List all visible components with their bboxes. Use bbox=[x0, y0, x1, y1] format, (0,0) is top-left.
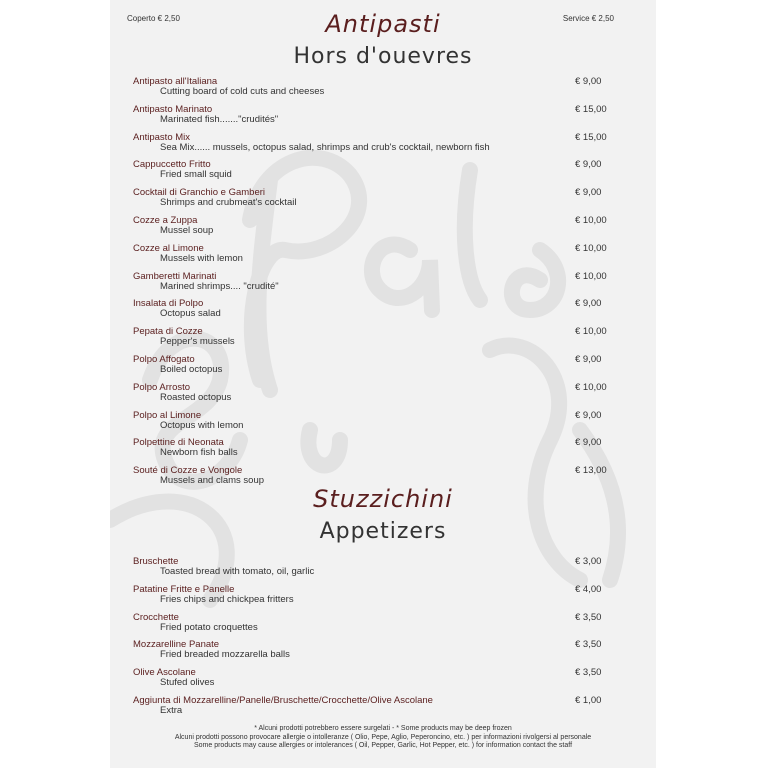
menu-item-price: € 1,00 bbox=[575, 695, 602, 706]
menu-item-name: Cappuccetto Fritto bbox=[133, 159, 211, 171]
menu-item-name: Insalata di Polpo bbox=[133, 298, 204, 310]
menu-item-description: Marined shrimps.... "crudité" bbox=[160, 280, 279, 292]
menu-item-description: Roasted octopus bbox=[160, 391, 232, 403]
menu-item-price: € 9,00 bbox=[575, 354, 602, 365]
menu-item-price: € 3,50 bbox=[575, 611, 602, 623]
menu-item-description: Fried breaded mozzarella balls bbox=[160, 649, 290, 661]
menu-item-name: Mozzarelline Panate bbox=[133, 639, 220, 651]
menu-item bbox=[133, 612, 613, 638]
menu-item-description: Cutting board of cold cuts and cheeses bbox=[160, 86, 325, 97]
menu-item-price: € 4,00 bbox=[575, 583, 602, 595]
menu-item-name: Gamberetti Marinati bbox=[133, 270, 217, 282]
menu-item-price: € 9,00 bbox=[575, 187, 602, 199]
footer-notes bbox=[110, 725, 656, 751]
menu-item-description: Pepper's mussels bbox=[160, 336, 235, 348]
menu-item-name: Cozze a Zuppa bbox=[133, 215, 198, 226]
section-title-stuzzichini: Stuzzichini bbox=[313, 485, 453, 513]
footer-line-allergies-en: Some products may cause allergies or intolerances ( Oil, Pepper, Garlic, Hot Pepper, etc. ) for information contact the staff bbox=[193, 742, 573, 749]
menu-item-description: Stufed olives bbox=[160, 677, 215, 689]
menu-item-price: € 9,00 bbox=[575, 409, 602, 421]
section-subtitle-appetizers: Appetizers bbox=[319, 519, 447, 544]
menu-item-price: € 10,00 bbox=[575, 270, 607, 282]
menu-item-name: Antipasto Marinato bbox=[133, 103, 213, 115]
menu-item-name: Polpettine di Neonata bbox=[133, 437, 224, 449]
menu-item bbox=[133, 215, 613, 241]
menu-item-price: € 9,00 bbox=[575, 159, 602, 171]
menu-item-name: Cocktail di Granchio e Gamberi bbox=[133, 187, 265, 199]
menu-item-name: Antipasto all'Italiana bbox=[133, 76, 218, 87]
menu-item-price: € 9,00 bbox=[575, 298, 602, 310]
menu-item-description: Mussels with lemon bbox=[160, 252, 243, 264]
menu-item bbox=[133, 639, 613, 665]
menu-item-price: € 3,50 bbox=[575, 667, 602, 679]
menu-item bbox=[133, 159, 613, 185]
menu-item bbox=[133, 326, 613, 352]
menu-item bbox=[133, 556, 613, 582]
menu-item-description: Fries chips and chickpea fritters bbox=[160, 593, 294, 605]
service-charge: Service € 2,50 bbox=[562, 14, 614, 23]
menu-item-name: Antipasto Mix bbox=[133, 131, 191, 143]
menu-item bbox=[133, 298, 613, 324]
menu-item-price: € 10,00 bbox=[575, 242, 607, 254]
footer-line-allergies-it: Alcuni prodotti possono provocare allergie o intolleranze ( Olio, Pepe, Aglio, Peperoncino, etc. ) per informazioni rivolgersi al personale bbox=[174, 733, 592, 741]
menu-item-description: Boiled octopus bbox=[160, 364, 223, 375]
menu-item bbox=[133, 410, 613, 436]
menu-item-description: Newborn fish balls bbox=[160, 447, 238, 459]
menu-item-description: Extra bbox=[160, 705, 183, 716]
menu-item-name: Polpo Arrosto bbox=[133, 381, 191, 393]
section-title-antipasti: Antipasti bbox=[325, 10, 441, 38]
menu-item-description: Fried potato croquettes bbox=[160, 621, 258, 633]
menu-item bbox=[133, 667, 613, 693]
menu-item-name: Crocchette bbox=[133, 611, 179, 623]
menu-item-name: Cozze al Limone bbox=[133, 242, 204, 254]
menu-item-name: Polpo al Limone bbox=[133, 409, 202, 421]
menu-item-name: Patatine Fritte e Panelle bbox=[133, 583, 235, 595]
menu-item-price: € 13,00 bbox=[575, 465, 607, 477]
menu-item-description: Sea Mix...... mussels, octopus salad, shrimps and crub's cocktail, newborn fish bbox=[160, 141, 490, 153]
menu-item bbox=[133, 132, 613, 158]
menu-item-price: € 10,00 bbox=[575, 215, 607, 226]
menu-item-description: Octopus with lemon bbox=[160, 419, 244, 431]
menu-item-name: Souté di Cozze e Vongole bbox=[133, 465, 243, 477]
menu-item bbox=[133, 271, 613, 297]
menu-item-price: € 15,00 bbox=[575, 131, 607, 143]
menu-item-description: Mussels and clams soup bbox=[160, 475, 265, 487]
menu-item-price: € 15,00 bbox=[575, 103, 607, 115]
menu-item bbox=[133, 354, 613, 380]
menu-sheet bbox=[110, 0, 656, 768]
menu-item bbox=[133, 187, 613, 213]
menu-item-name: Polpo Affogato bbox=[133, 354, 195, 365]
menu-item bbox=[133, 437, 613, 463]
menu-item-name: Aggiunta di Mozzarelline/Panelle/Bruschette/Crocchette/Olive Ascolane bbox=[133, 695, 433, 706]
footer-line-frozen: * Alcuni prodotti potrebbero essere surgelati - * Some products may be deep frozen bbox=[254, 725, 512, 732]
menu-item-description: Mussel soup bbox=[160, 225, 214, 236]
menu-item bbox=[133, 584, 613, 610]
cover-charge: Coperto € 2,50 bbox=[127, 14, 180, 23]
menu-item bbox=[133, 382, 613, 408]
menu-item-name: Pepata di Cozze bbox=[133, 326, 203, 338]
menu-item-price: € 9,00 bbox=[575, 76, 602, 87]
menu-item-description: Shrimps and crubmeat's cocktail bbox=[160, 197, 297, 209]
section-subtitle-hors-d-oeuvres: Hors d'ouevres bbox=[293, 44, 473, 69]
menu-item-name: Bruschette bbox=[133, 556, 179, 567]
menu-item-price: € 10,00 bbox=[575, 381, 607, 393]
menu-item-description: Toasted bread with tomato, oil, garlic bbox=[160, 566, 315, 577]
menu-item-name: Olive Ascolane bbox=[133, 667, 196, 679]
menu-item bbox=[133, 243, 613, 269]
menu-item bbox=[133, 76, 613, 102]
menu-item bbox=[133, 104, 613, 130]
menu-item-description: Marinated fish......."crudités" bbox=[160, 113, 279, 125]
menu-item-price: € 3,00 bbox=[575, 556, 602, 567]
menu-item-price: € 9,00 bbox=[575, 437, 602, 449]
menu-item-price: € 10,00 bbox=[575, 326, 607, 338]
menu-item bbox=[133, 695, 613, 721]
menu-item-description: Octopus salad bbox=[160, 308, 221, 320]
menu-item-price: € 3,50 bbox=[575, 639, 602, 651]
menu-item-description: Fried small squid bbox=[160, 169, 232, 181]
